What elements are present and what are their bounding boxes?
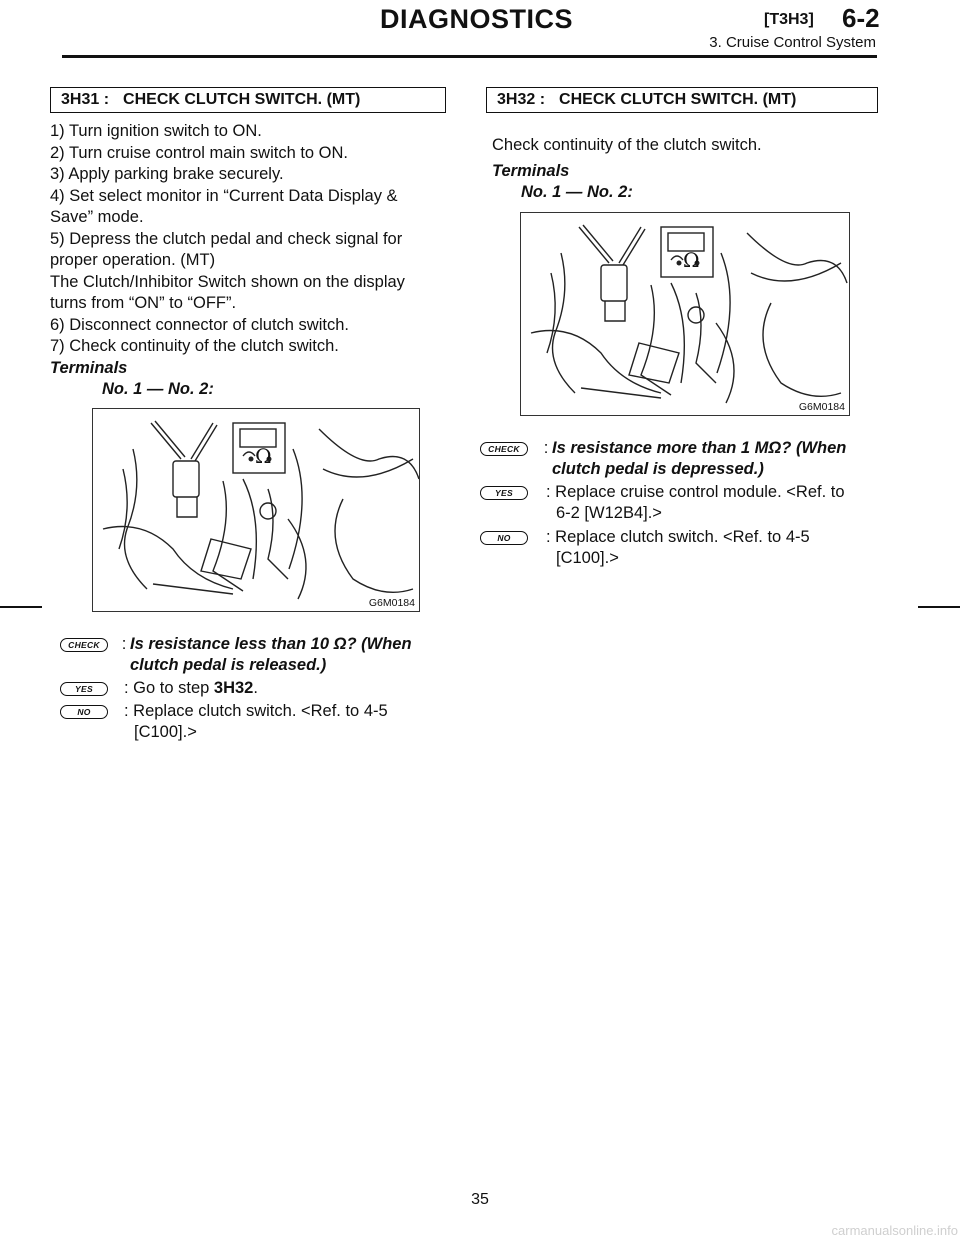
section-subtitle: 3. Cruise Control System [709,34,876,51]
multimeter-clutch-illustration [93,409,419,611]
clutch-switch-figure [92,408,420,612]
check-row: CHECK : Is resistance less than 10 Ω? (When clutch pedal is released.) [60,634,450,676]
terminals-value: No. 1 — No. 2: [102,380,214,398]
clutch-switch-figure [520,212,850,416]
check-question: Is resistance less than 10 Ω? (When [130,635,412,653]
step-title: CHECK CLUTCH SWITCH. (MT) [123,91,361,108]
instruction-line: 6) Disconnect connector of clutch switch. [50,315,349,334]
check-question: Is resistance more than 1 MΩ? (When [552,439,847,457]
svg-text:Ω: Ω [255,444,272,468]
multimeter-clutch-illustration [521,213,849,415]
terminals-value: No. 1 — No. 2: [521,183,633,201]
no-badge-icon: NO [480,531,528,545]
section-number: 6-2 [842,3,880,33]
instruction-line: The Clutch/Inhibitor Switch shown on the display [50,272,405,291]
instruction-3h32: Check continuity of the clutch switch. [492,136,762,154]
instruction-line: 2) Turn cruise control main switch to ON. [50,143,349,162]
instruction-line: 3) Apply parking brake securely. [50,165,284,183]
yes-prefix: : Go to step [124,679,214,697]
yes-action: : Replace cruise control module. <Ref. to [546,483,845,501]
terminals-label: Terminals [50,359,128,377]
no-action: : Replace clutch switch. <Ref. to 4-5 [124,702,388,720]
yes-badge-icon: YES [60,682,108,696]
yes-badge-icon: YES [480,486,528,500]
section-code: [T3H3] [764,11,814,28]
instruction-line: proper operation. (MT) [50,251,216,269]
instruction-line: turns from “ON” to “OFF”. [50,294,237,312]
check-badge-icon: CHECK [480,442,528,456]
page-title: DIAGNOSTICS [380,4,574,34]
yes-action-cont: 6-2 [W12B4].> [556,504,662,522]
no-action: : Replace clutch switch. <Ref. to 4-5 [546,528,810,546]
check-question-cont: clutch pedal is depressed.) [552,460,764,478]
yes-step-link[interactable]: 3H32 [213,679,254,697]
figure-caption: G6M0184 [368,597,415,609]
yes-row [60,678,450,699]
page-number: 35 [471,1191,489,1208]
margin-mark-right [918,606,960,608]
no-row [480,527,880,569]
svg-text:Ω: Ω [683,248,700,272]
instruction-line: Save” mode. [50,208,144,226]
no-row [60,701,450,743]
check-row: CHECK : Is resistance more than 1 MΩ? (When clutch pedal is depressed.) [480,438,880,480]
no-badge-icon: NO [60,705,108,719]
instruction-line: 1) Turn ignition switch to ON. [50,122,262,140]
check-question-cont: clutch pedal is released.) [130,656,327,674]
instruction-line: 4) Set select monitor in “Current Data Display & [50,186,398,205]
watermark: carmanualsonline.info [831,1223,958,1238]
instruction-line: 5) Depress the clutch pedal and check signal for [50,229,403,248]
figure-caption: G6M0184 [798,401,845,413]
instruction-line: 7) Check continuity of the clutch switch. [50,337,339,355]
margin-mark-left [0,606,42,608]
step-number: 3H32 : [497,91,546,108]
step-heading-3h32 [486,87,878,113]
yes-row [480,482,880,524]
yes-suffix: . [253,679,258,697]
instructions-3h31 [50,121,450,358]
step-heading-3h31 [50,87,446,113]
check-badge-icon: CHECK [60,638,108,652]
header-rule [62,55,877,58]
terminals-label: Terminals [492,162,570,180]
step-title: CHECK CLUTCH SWITCH. (MT) [559,91,797,108]
step-number: 3H31 : [61,91,110,108]
no-action-cont: [C100].> [556,549,619,567]
no-action-cont: [C100].> [134,723,197,741]
